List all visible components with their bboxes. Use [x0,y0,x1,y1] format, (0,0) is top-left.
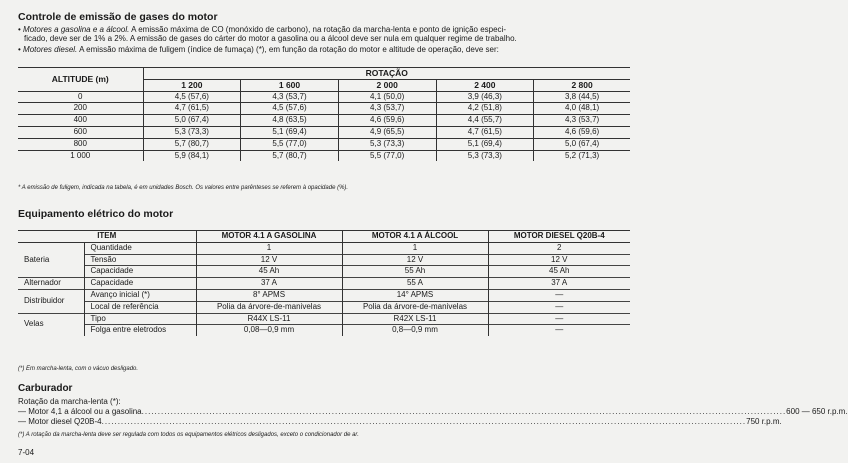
item-label: Tipo [84,313,196,325]
spec-value-cell: 8° APMS [196,289,342,301]
electrical-header-cell: MOTOR 4.1 A GASOLINA [196,231,342,243]
spec-value-cell: R42X LS-11 [342,313,488,325]
emissions-title: Controle de emissão de gases do motor [18,11,218,23]
bullet-diesel [18,45,630,55]
smoke-value-cell: 4,6 (59,6) [338,115,436,127]
electrical-table-body [18,242,630,336]
spec-value-cell: 1 [196,242,342,254]
table-row [18,138,630,150]
smoke-value-cell: 4,4 (55,7) [436,115,534,127]
electrical-header-cell: ITEM [18,231,196,243]
carburador-footnote: (*) A rotação da marcha-lenta deve ser regulada com todos os equipamentos elétricos desligados, exceto o condicionador de ar. [18,432,359,438]
spec-value-cell: 0,08—0,9 mm [196,325,342,336]
smoke-value-cell: 4,0 (48,1) [534,103,630,115]
smoke-value-cell: 5,0 (67,4) [143,115,241,127]
smoke-value-cell: 5,0 (67,4) [534,138,630,150]
altitude-cell: 0 [18,91,143,103]
rpm-header-cell: 1 200 [143,79,241,91]
spec-value-cell: 55 A [342,278,488,290]
bullet1-line1: A emissão máxima de CO (monóxido de carbono), na rotação da marcha-lenta e ponto de ignição especi- [129,25,506,34]
smoke-value-cell: 4,2 (51,8) [436,103,534,115]
bullet2-emphasis: Motores diesel. [23,45,78,54]
smoke-value-cell: 5,3 (73,3) [143,126,241,138]
spec-value-cell: 37 A [196,278,342,290]
smoke-value-cell: 5,5 (77,0) [338,150,436,161]
table-row [18,254,630,266]
altitude-cell: 200 [18,103,143,115]
rpm-header-cell: 2 000 [338,79,436,91]
table-row [18,313,630,325]
smoke-value-cell: 5,1 (69,4) [436,138,534,150]
group-label: Alternador [18,278,84,290]
bullet-icon: • [18,45,24,54]
carburador-line2 [18,417,782,426]
bullet1-emphasis: Motores a gasolina e a álcool. [23,25,130,34]
spec-value-cell: — [488,289,630,301]
table-row [18,91,630,103]
item-label: Local de referência [84,301,196,313]
spec-value-cell: — [488,301,630,313]
spec-value-cell: 12 V [488,254,630,266]
smoke-value-cell: 5,3 (73,3) [338,138,436,150]
rpm-header-cell: 2 800 [534,79,630,91]
electrical-header-cell: MOTOR DIESEL Q20B-4 [488,231,630,243]
smoke-value-cell: 3,8 (44,5) [534,91,630,103]
bullet2-text: A emissão máxima de fuligem (índice de fumaça) (*), em função da rotação do motor e altitude de operação, deve ser: [77,45,499,54]
carb-line1-label: — Motor 4,1 a álcool ou a gasolina [18,407,142,416]
carb-line1-value: 600 — 650 r.p.m. [786,407,848,416]
group-label: Distribuidor [18,289,84,313]
item-label: Capacidade [84,266,196,278]
item-label: Avanço inicial (*) [84,289,196,301]
altitude-header: ALTITUDE (m) [18,68,143,92]
spec-value-cell: R44X LS-11 [196,313,342,325]
smoke-table-body [18,91,630,161]
dot-leader: ........................................................................................................................................................................................................ [141,407,787,416]
rotation-header: ROTAÇÃO [143,68,630,80]
item-label: Quantidade [84,242,196,254]
smoke-value-cell: 3,9 (46,3) [436,91,534,103]
spec-value-cell: 45 Ah [488,266,630,278]
smoke-value-cell: 4,3 (53,7) [534,115,630,127]
carb-line2-label: — Motor diesel Q20B-4 [18,417,102,426]
spec-value-cell: Polia da árvore-de-manivelas [342,301,488,313]
altitude-cell: 400 [18,115,143,127]
spec-value-cell: 1 [342,242,488,254]
carburador-title: Carburador [18,383,73,394]
smoke-value-cell: 4,5 (57,6) [143,91,241,103]
smoke-value-cell: 4,7 (61,5) [436,126,534,138]
smoke-value-cell: 4,8 (63,5) [241,115,339,127]
electrical-footnote: (*) Em marcha-lenta, com o vácuo desligado. [18,366,139,372]
table-row [18,266,630,278]
table-row [18,150,630,161]
smoke-value-cell: 5,9 (84,1) [143,150,241,161]
smoke-value-cell: 4,6 (59,6) [534,126,630,138]
page-number: 7-04 [18,448,35,457]
spec-value-cell: 37 A [488,278,630,290]
rpm-header-cell: 2 400 [436,79,534,91]
electrical-table [18,230,630,336]
smoke-value-cell: 5,2 (71,3) [534,150,630,161]
rpm-header-cell: 1 600 [241,79,339,91]
spec-value-cell: 12 V [342,254,488,266]
smoke-value-cell: 4,3 (53,7) [241,91,339,103]
table-row [18,115,630,127]
spec-value-cell: — [488,325,630,336]
smoke-value-cell: 5,7 (80,7) [143,138,241,150]
carburador-subtitle: Rotação da marcha-lenta (*): [18,397,121,406]
electrical-header-cell: MOTOR 4.1 A ÁLCOOL [342,231,488,243]
altitude-cell: 800 [18,138,143,150]
smoke-value-cell: 4,1 (50,0) [338,91,436,103]
spec-value-cell: — [488,313,630,325]
item-label: Tensão [84,254,196,266]
table-row [18,103,630,115]
item-label: Folga entre eletrodos [84,325,196,336]
altitude-cell: 1 000 [18,150,143,161]
emissions-footnote: * A emissão de fuligem, indicada na tabela, é em unidades Bosch. Os valores entre parênteses se referem à opacidade (%). [18,185,349,191]
altitude-cell: 600 [18,126,143,138]
group-label: Bateria [18,242,84,277]
spec-value-cell: 2 [488,242,630,254]
smoke-value-cell: 4,7 (61,5) [143,103,241,115]
table-row [18,242,630,254]
electrical-header-row [18,231,630,243]
electrical-title: Equipamento elétrico do motor [18,208,174,220]
smoke-value-cell: 5,7 (80,7) [241,150,339,161]
spec-value-cell: 0,8—0,9 mm [342,325,488,336]
spec-value-cell: Polia da árvore-de-manivelas [196,301,342,313]
smoke-emission-table [18,67,630,161]
group-label: Velas [18,313,84,336]
smoke-value-cell: 5,1 (69,4) [241,126,339,138]
spec-value-cell: 45 Ah [196,266,342,278]
table-row [18,325,630,336]
smoke-value-cell: 5,3 (73,3) [436,150,534,161]
smoke-value-cell: 5,5 (77,0) [241,138,339,150]
spec-value-cell: 14° APMS [342,289,488,301]
smoke-value-cell: 4,3 (53,7) [338,103,436,115]
carb-line2-value: 750 r.p.m. [746,417,782,426]
bullet1-line2: ficado, deve ser de 1% a 2%. A emissão de gases do cárter do motor a gasolina ou a álcool deve ser nula em qualquer regime de trabalho. [24,34,517,43]
dot-leader: ........................................................................................................................................................................................................ [101,417,747,426]
bullet-icon: • [18,25,24,34]
carburador-line1 [18,407,848,416]
spec-value-cell: 55 Ah [342,266,488,278]
table-row [18,289,630,301]
item-label: Capacidade [84,278,196,290]
table-row [18,278,630,290]
table-row [18,301,630,313]
spec-value-cell: 12 V [196,254,342,266]
table-row [18,126,630,138]
smoke-value-cell: 4,9 (65,5) [338,126,436,138]
smoke-value-cell: 4,5 (57,6) [241,103,339,115]
